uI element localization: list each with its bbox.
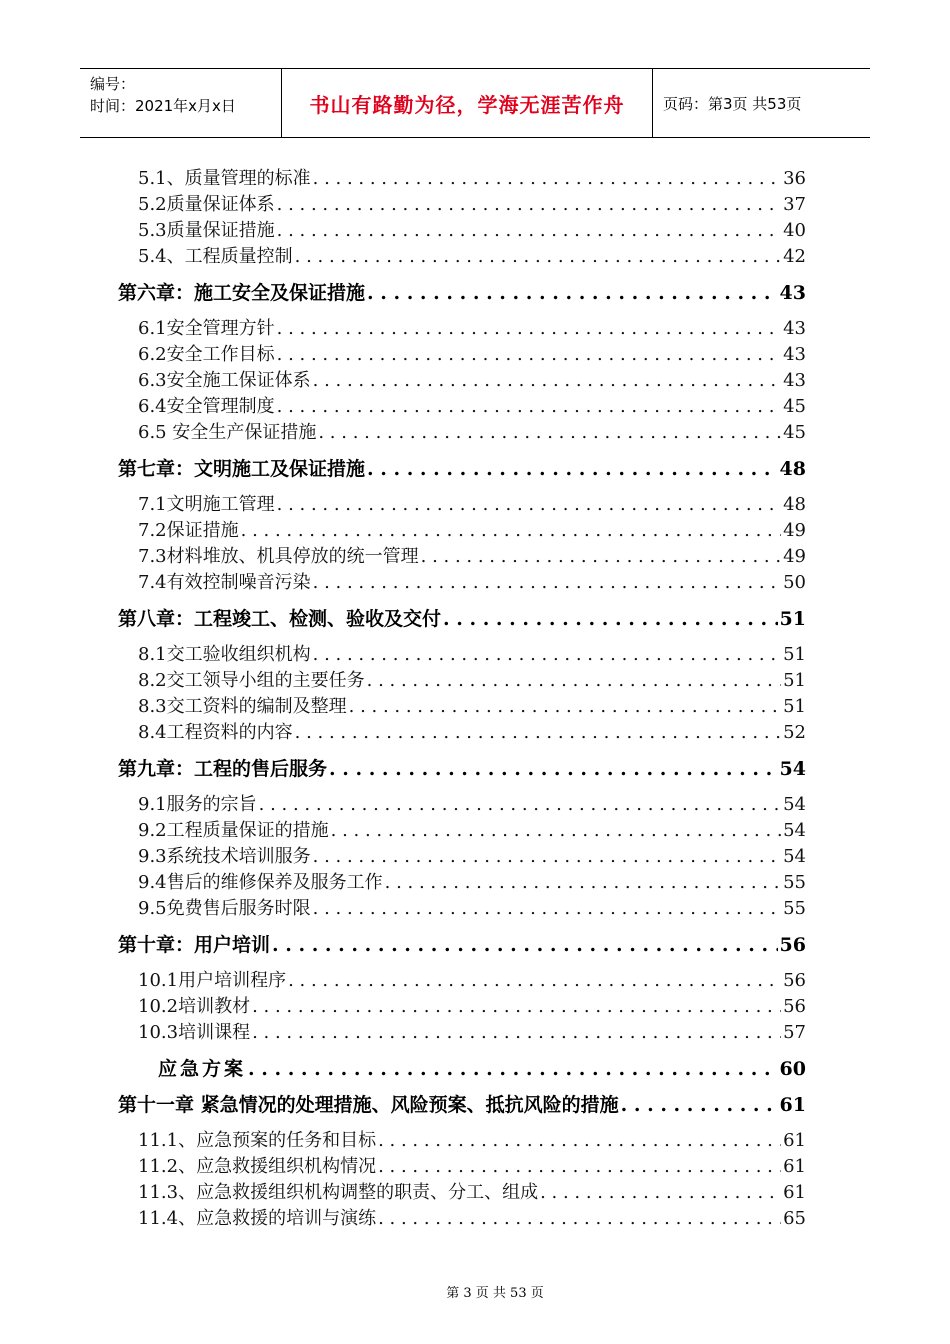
toc-entry[interactable] [118,216,806,242]
toc-entry-page: 51 [783,644,806,665]
toc-entry-title: 6.1安全管理方针 [138,318,275,339]
toc-entry-title: 10.3培训课程 [138,1022,251,1043]
date-label: 时间：2021年x月x日 [90,97,236,115]
toc-entry-title: 6.5 安全生产保证措施 [138,422,317,443]
toc-entry-title: 6.2安全工作目标 [138,344,275,365]
toc-leader-dots [259,794,781,815]
header-motto: 书山有路勤为径，学海无涯苦作舟 [309,92,625,117]
toc-entry-title: 第十章：用户培训 [118,934,271,956]
toc-entry-title: 11.4、应急救援的培训与演练 [138,1208,377,1229]
toc-entry-page: 36 [783,168,806,189]
toc-chapter-entry[interactable] [118,278,806,305]
toc-entry-page: 56 [783,996,806,1017]
toc-leader-dots [378,1156,781,1177]
toc-entry-title: 7.4有效控制噪音污染 [138,572,311,593]
toc-entry-page: 56 [783,970,806,991]
toc-entry[interactable] [118,1126,806,1152]
toc-entry-title: 11.1、应急预案的任务和目标 [138,1130,377,1151]
toc-entry-title: 5.2质量保证体系 [138,194,275,215]
toc-entry-page: 51 [779,608,806,630]
toc-leader-dots [329,758,778,780]
toc-entry[interactable] [118,314,806,340]
toc-entry-title: 6.4安全管理制度 [138,396,275,417]
toc-entry[interactable] [118,894,806,920]
toc-leader-dots [295,246,781,267]
toc-entry-page: 43 [783,318,806,339]
toc-leader-dots [421,546,781,567]
toc-leader-dots [331,820,781,841]
toc-leader-dots [277,318,781,339]
toc-entry[interactable] [118,692,806,718]
toc-entry[interactable] [118,542,806,568]
toc-leader-dots [313,168,781,189]
toc-entry[interactable] [118,966,806,992]
toc-entry-page: 54 [783,820,806,841]
toc-entry-title: 第七章：文明施工及保证措施 [118,458,366,480]
toc-entry-page: 52 [783,722,806,743]
page-header [80,68,870,138]
toc-entry-page: 45 [783,422,806,443]
toc-leader-dots [277,494,781,515]
toc-leader-dots [378,1130,781,1151]
toc-entry[interactable] [118,640,806,666]
toc-leader-dots [295,722,781,743]
toc-entry-title: 5.3质量保证措施 [138,220,275,241]
toc-entry-page: 61 [783,1156,806,1177]
toc-entry-page: 60 [779,1058,806,1080]
toc-entry-title: 9.4售后的维修保养及服务工作 [138,872,383,893]
toc-leader-dots [378,1208,781,1229]
toc-leader-dots [252,1022,781,1043]
toc-entry[interactable] [118,1178,806,1204]
toc-entry-title: 10.2培训教材 [138,996,251,1017]
toc-entry-page: 55 [783,898,806,919]
toc-leader-dots [313,572,781,593]
toc-leader-dots [367,670,781,691]
toc-entry-page: 54 [783,846,806,867]
toc-entry-title: 8.2交工领导小组的主要任务 [138,670,365,691]
toc-entry[interactable] [118,790,806,816]
header-motto-cell [282,69,653,137]
toc-entry[interactable] [118,1018,806,1044]
toc-entry-title: 6.3安全施工保证体系 [138,370,311,391]
toc-leader-dots [367,282,778,304]
toc-entry-title: 10.1用户培训程序 [138,970,287,991]
toc-leader-dots [277,344,781,365]
toc-entry-page: 48 [783,494,806,515]
toc-leader-dots [313,644,781,665]
toc-entry-title: 5.1、质量管理的标准 [138,168,311,189]
toc-entry-page: 65 [783,1208,806,1229]
toc-chapter-entry[interactable] [118,1054,806,1081]
toc-entry[interactable] [118,242,806,268]
toc-entry-title: 7.1文明施工管理 [138,494,275,515]
toc-entry-title: 11.3、应急救援组织机构调整的职责、分工、组成 [138,1182,539,1203]
toc-entry-title: 第六章：施工安全及保证措施 [118,282,366,304]
header-page-info: 页码：第3页 共53页 [663,94,802,113]
toc-entry[interactable] [118,842,806,868]
toc-leader-dots [621,1094,778,1116]
toc-entry-title: 7.2保证措施 [138,520,239,541]
toc-entry[interactable] [118,992,806,1018]
toc-entry-title: 第八章：工程竣工、检测、验收及交付 [118,608,442,630]
toc-entry-title: 应急方案 [158,1058,247,1080]
toc-entry-page: 54 [783,794,806,815]
toc-entry-page: 48 [779,458,806,480]
toc-entry[interactable] [118,816,806,842]
toc-entry[interactable] [118,868,806,894]
toc-entry-page: 37 [783,194,806,215]
toc-entry[interactable] [118,366,806,392]
toc-leader-dots [241,520,781,541]
toc-leader-dots [367,458,778,480]
toc-entry-title: 7.3材料堆放、机具停放的统一管理 [138,546,419,567]
toc-leader-dots [288,970,781,991]
toc-leader-dots [385,872,781,893]
toc-leader-dots [248,1058,778,1080]
toc-leader-dots [252,996,781,1017]
toc-leader-dots [349,696,781,717]
toc-entry-title: 第九章：工程的售后服务 [118,758,328,780]
toc-entry-page: 51 [783,696,806,717]
toc-entry-title: 9.3系统技术培训服务 [138,846,311,867]
toc-entry[interactable] [118,718,806,744]
toc-leader-dots [313,370,781,391]
toc-chapter-entry[interactable] [118,930,806,957]
toc-entry-page: 61 [783,1182,806,1203]
toc-entry-page: 43 [783,370,806,391]
toc-entry[interactable] [118,490,806,516]
header-meta [80,69,282,137]
toc-entry-title: 11.2、应急救援组织机构情况 [138,1156,377,1177]
toc-entry-page: 42 [783,246,806,267]
toc-entry-page: 43 [779,282,806,304]
toc-entry[interactable] [118,340,806,366]
toc-entry-page: 55 [783,872,806,893]
toc-entry-page: 51 [783,670,806,691]
toc-entry[interactable] [118,1152,806,1178]
toc-chapter-entry[interactable] [118,1090,806,1117]
toc-entry-page: 45 [783,396,806,417]
toc-chapter-entry[interactable] [118,754,806,781]
toc-entry-page: 49 [783,546,806,567]
toc-entry-title: 9.1服务的宗旨 [138,794,257,815]
toc-chapter-entry[interactable] [118,604,806,631]
toc-entry[interactable] [118,516,806,542]
toc-entry-page: 54 [779,758,806,780]
toc-leader-dots [272,934,778,956]
toc-entry[interactable] [118,190,806,216]
toc-leader-dots [277,396,781,417]
number-label: 编号： [90,75,136,93]
toc-leader-dots [313,846,781,867]
toc-leader-dots [313,898,781,919]
toc-leader-dots [318,422,781,443]
toc-entry-page: 56 [779,934,806,956]
toc-entry-page: 57 [783,1022,806,1043]
toc-entry-page: 50 [783,572,806,593]
toc-entry-title: 5.4、工程质量控制 [138,246,293,267]
toc-entry-title: 8.1交工验收组织机构 [138,644,311,665]
toc-entry[interactable] [118,1204,806,1230]
toc-entry[interactable] [118,666,806,692]
toc-entry-page: 61 [783,1130,806,1151]
toc-leader-dots [277,194,781,215]
page-footer: 第 3 页 共 53 页 [446,1286,544,1301]
toc-entry-page: 43 [783,344,806,365]
toc-entry-title: 8.4工程资料的内容 [138,722,293,743]
toc-chapter-entry[interactable] [118,454,806,481]
toc-leader-dots [443,608,778,630]
toc-leader-dots [277,220,781,241]
toc-entry-title: 8.3交工资料的编制及整理 [138,696,347,717]
toc-entry[interactable] [118,568,806,594]
toc-entry[interactable] [118,164,806,190]
toc-entry-page: 61 [779,1094,806,1116]
toc-entry-title: 9.2工程质量保证的措施 [138,820,329,841]
toc-entry-page: 49 [783,520,806,541]
toc-entry-page: 40 [783,220,806,241]
toc-entry-title: 9.5免费售后服务时限 [138,898,311,919]
toc-entry[interactable] [118,418,806,444]
toc-entry-title: 第十一章 紧急情况的处理措施、风险预案、抵抗风险的措施 [118,1094,619,1116]
toc-entry[interactable] [118,392,806,418]
toc-leader-dots [540,1182,781,1203]
